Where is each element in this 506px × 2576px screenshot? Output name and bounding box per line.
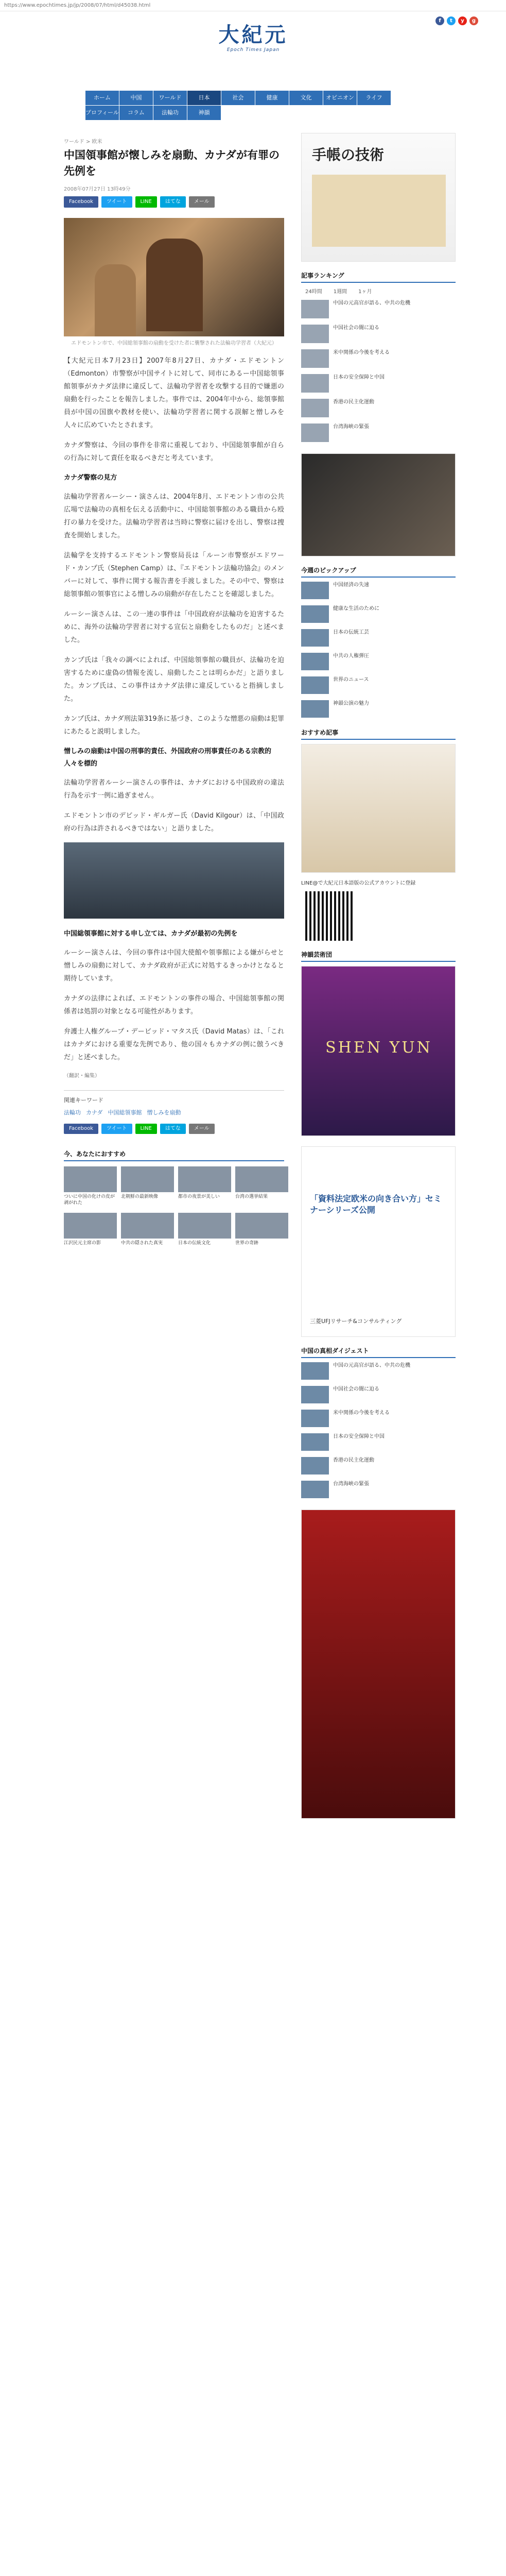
nav-item[interactable]: 社会 [221, 91, 255, 105]
list-item[interactable] [301, 629, 456, 648]
keyword-link[interactable]: 中国総領事館 [108, 1109, 142, 1116]
reco-item[interactable] [64, 1166, 117, 1209]
share-hatena-button[interactable]: はてな [160, 196, 186, 208]
sidebar [301, 133, 456, 1819]
reco-title: 世界の奇跡 [235, 1241, 259, 1246]
reco-thumb [178, 1166, 231, 1192]
nav-item[interactable]: 文化 [289, 91, 323, 105]
list-item-title: 世界のニュース [333, 677, 369, 683]
reco-heading: 今、あなたにおすすめ [64, 1149, 284, 1161]
reco-title: 中共の隠された真実 [121, 1241, 163, 1246]
list-item-title: 中国社会の闇に迫る [333, 1386, 379, 1392]
reco-title: 日本の伝統文化 [178, 1241, 211, 1246]
tab-month[interactable]: 1ヶ月 [358, 289, 372, 295]
url-bar[interactable]: https://www.epochtimes.jp/jp/2008/07/html/d45038.html [0, 0, 506, 11]
thumb [301, 1410, 329, 1427]
list-item[interactable] [301, 1457, 456, 1476]
article-paragraph: 法輪功学習者ルーシー演さんの事件は、カナダにおける中国政府の違法行為を示す一例に過ぎません。 [64, 779, 284, 800]
google-plus-icon[interactable]: g [469, 16, 478, 25]
shenyun-ad[interactable] [301, 966, 456, 1136]
main-nav [85, 91, 421, 121]
share-mail-button[interactable]: メール [189, 196, 215, 208]
reco-item[interactable] [121, 1213, 174, 1255]
nav-item[interactable]: 日本 [187, 91, 221, 105]
nav-item[interactable]: 健康 [255, 91, 289, 105]
reco-title: 北朝鮮の最新映像 [121, 1194, 159, 1199]
youtube-icon[interactable]: y [458, 16, 467, 25]
reco-title: 都市の夜景が美しい [178, 1194, 220, 1199]
list-item[interactable] [301, 1362, 456, 1381]
list-item-title: 台湾海峡の緊張 [333, 1481, 369, 1487]
thumb [301, 605, 329, 623]
reco-item[interactable] [178, 1166, 231, 1209]
reco-item[interactable] [64, 1213, 117, 1255]
list-item[interactable] [301, 349, 456, 369]
reco-grid [64, 1166, 284, 1255]
thumb [301, 676, 329, 694]
ad-title: 手帳の技術 [312, 146, 385, 163]
list-item[interactable] [301, 399, 456, 418]
article-subheading: 中国総領事館に対する申し立ては、カナダが最初の先例を [64, 930, 238, 938]
share-bar [64, 196, 284, 208]
breadcrumb: ワールド > 欧米 [64, 139, 102, 145]
nav-item[interactable]: プロフィール [85, 106, 119, 120]
list-item-title: 台湾海峡の緊張 [333, 424, 369, 430]
thumb [301, 1386, 329, 1403]
share-tweet-button[interactable]: ツイート [101, 1124, 132, 1134]
list-item-title: 健康な生活のために [333, 606, 379, 612]
ranking-heading: 記事ランキング [301, 271, 456, 283]
thumb [301, 349, 329, 368]
list-item-title: 日本の安全保障と中国 [333, 375, 385, 380]
list-item-title: 神韻公演の魅力 [333, 701, 369, 706]
list-item[interactable] [301, 1481, 456, 1499]
share-hatena-button[interactable]: はてな [160, 1124, 186, 1134]
qr-code [305, 891, 355, 941]
share-bar-bottom [64, 1124, 284, 1134]
seminar-ad[interactable] [301, 1146, 456, 1337]
keyword-link[interactable]: カナダ [86, 1109, 103, 1116]
shenyun-heading: 神韻芸術団 [301, 950, 456, 962]
reco-title: 江沢民元主席の影 [64, 1241, 101, 1246]
shenyun-title: SHEN YUN [325, 1039, 432, 1057]
list-item-title: 中国の元高官が語る、中共の危機 [333, 300, 410, 306]
keyword-link[interactable]: 憎しみを扇動 [147, 1109, 181, 1116]
list-item[interactable] [301, 374, 456, 394]
facebook-icon[interactable]: f [435, 16, 444, 25]
related-section [64, 1090, 284, 1255]
share-mail-button[interactable]: メール [189, 1124, 215, 1134]
tab-week[interactable]: 1週間 [333, 289, 347, 295]
reco-item[interactable] [178, 1213, 231, 1255]
list-item[interactable] [301, 582, 456, 600]
reco-thumb [121, 1166, 174, 1192]
list-item-title: 香港の民主化運動 [333, 399, 374, 405]
nav-item[interactable]: オピニオン [323, 91, 357, 105]
social-links [435, 16, 478, 25]
ad-banner[interactable] [301, 133, 456, 262]
article-paragraph: カナダ警察は、今回の事件を非常に重視しており、中国総領事館が自らの行為に対して責任を取るべきだと考えています。 [64, 442, 284, 462]
list-item-title: 日本の伝統工芸 [333, 630, 369, 635]
article-paragraph: ルーシー演さんは、この一連の事件は「中国政府が法輪功を迫害するために、海外の法輪功学習者に対する宣伝と扇動をしたものだ」と述べました。 [64, 611, 284, 644]
share-tweet-button[interactable]: ツイート [101, 196, 132, 208]
reco-thumb [178, 1213, 231, 1239]
site-logo[interactable] [202, 23, 305, 60]
article-paragraph: カンプ氏は「我々の調べによれば、中国総領事館の職員が、法輪功を迫害するために虚偽の情報を流し、扇動したことは明らかだ」と語りました。カンプ氏は、この事件はカナダ法律に違反していると指摘しました。 [64, 656, 284, 703]
list-item[interactable] [301, 1433, 456, 1452]
china-list [301, 1362, 456, 1499]
list-item-title: 日本の安全保障と中国 [333, 1434, 385, 1439]
logo-cn: 大紀元 [218, 23, 288, 47]
keyword-list [64, 1108, 284, 1116]
ranking-tabs [301, 287, 456, 295]
thumb [301, 629, 329, 647]
nav-item[interactable]: ホーム [85, 91, 119, 105]
reco-thumb [235, 1213, 288, 1239]
thumb [301, 1481, 329, 1498]
reco-thumb [235, 1166, 288, 1192]
nav-item[interactable]: 神韻 [187, 106, 221, 120]
ranking-list [301, 300, 456, 443]
article-paragraph: 法輪学を支持するエドモントン警察局長は「ルーン市警察がエドワード・カンプ氏（Stephen Camp）は、『エドモントン法輪功協会』のメンバーに対して、事件に関する報告書を手渡しました。その中で、警察は総領事館の領事官による憎しみの扇動が存在したことを確認しました。 [64, 552, 284, 598]
list-item[interactable] [301, 676, 456, 695]
share-facebook-button[interactable]: Facebook [64, 196, 98, 208]
thumb [301, 325, 329, 343]
list-item-title: 香港の民主化運動 [333, 1458, 374, 1463]
article-subheading: カナダ警察の見方 [64, 474, 117, 482]
line-label: LINE@で大紀元日本語版の公式アカウントに登録 [301, 880, 416, 886]
article-date: 2008年07月27日 13時49分 [64, 187, 131, 192]
nav-item[interactable]: 中国 [119, 91, 153, 105]
thumb [301, 300, 329, 318]
ad-image[interactable] [301, 453, 456, 556]
article-paragraph: エドモントン市のデビッド・ギルガー氏（David Kilgour）は、「中国政府の行為は許されるべきではない」と語りました。 [64, 812, 284, 833]
nav-item[interactable]: 法輪功 [153, 106, 187, 120]
share-line-button[interactable]: LINE [135, 196, 157, 208]
logo-en: Epoch Times Japan [226, 47, 280, 53]
seminar-sponsor: 三菱UFJリサーチ&コンサルティング [310, 1318, 402, 1325]
list-item-title: 中国経済の失速 [333, 582, 369, 588]
twitter-icon[interactable]: t [447, 16, 456, 25]
tab-24h[interactable]: 24時間 [305, 289, 322, 295]
keyword-link[interactable]: 法輪功 [64, 1109, 81, 1116]
thumb [301, 1362, 329, 1380]
reco-title: ついに中国の化けの皮が剥がれた [64, 1194, 115, 1206]
thumb [301, 1457, 329, 1475]
share-line-button[interactable]: LINE [135, 1124, 157, 1134]
picks-heading: 今週のピックアップ [301, 566, 456, 578]
article-photo [64, 218, 284, 336]
reco-item[interactable] [235, 1166, 288, 1209]
book-ad[interactable] [301, 1510, 456, 1819]
bookee-ad[interactable] [301, 744, 456, 873]
thumb [301, 582, 329, 599]
photo-caption: エドモントン市で、中国総領事館の扇動を受けた者に襲撃された法輪功学習者（大紀元） [71, 341, 277, 346]
nav-item[interactable]: ライフ [357, 91, 391, 105]
nav-item[interactable]: ワールド [153, 91, 187, 105]
list-item-title: 米中関係の今後を考える [333, 350, 390, 355]
article [64, 147, 284, 1255]
list-item[interactable] [301, 700, 456, 719]
picks-list [301, 582, 456, 719]
reco-item[interactable] [235, 1213, 288, 1255]
article-paragraph: 弁護士人権グループ・デービッド・マタス氏（David Matas）は、「これはカナダにおける重要な先例であり、他の国々もカナダの例に倣うべきだ」と述べました。 [64, 1028, 284, 1061]
list-item-title: 米中関係の今後を考える [333, 1410, 390, 1416]
list-item[interactable] [301, 653, 456, 671]
thumb [301, 423, 329, 442]
list-item[interactable] [301, 1386, 456, 1404]
china-heading: 中国の真相ダイジェスト [301, 1346, 456, 1358]
reco-item[interactable] [121, 1166, 174, 1209]
pr-heading: おすすめ記事 [301, 728, 456, 740]
reco-title: 台湾の選挙結果 [235, 1194, 268, 1199]
seminar-headline: 「資料法定欧米の向き合い方」セミナーシリーズ公開 [310, 1194, 442, 1215]
list-item[interactable] [301, 605, 456, 624]
inline-photo [64, 842, 284, 919]
article-subheading: 憎しみの扇動は中国の刑事的責任、外国政府の刑事責任のある宗教的人々を標的 [64, 748, 272, 768]
thumb [301, 700, 329, 718]
list-item-title: 中国の元高官が語る、中共の危機 [333, 1363, 410, 1368]
thumb [301, 399, 329, 417]
related-label: 関連キーワード [64, 1097, 103, 1104]
article-title: 中国領事館が懐しみを扇動、カナダが有罪の先例を [64, 149, 280, 177]
reco-thumb [64, 1213, 117, 1239]
list-item[interactable] [301, 300, 456, 319]
list-item[interactable] [301, 325, 456, 344]
thumb [301, 1433, 329, 1451]
list-item[interactable] [301, 1410, 456, 1428]
article-paragraph: ルーシー演さんは、今回の事件は中国大使館や領事館による嫌がらせと憎しみの扇動に対して、カナダ政府が正式に対処するきっかけとなると期待しています。 [64, 949, 284, 982]
article-paragraph: カンプ氏は、カナダ刑法第319条に基づき、このような憎悪の扇動は犯罪にあたると説明しました。 [64, 715, 284, 736]
thumb [301, 374, 329, 393]
article-end: （翻訳・編集） [64, 1073, 100, 1079]
article-paragraph: 【大紀元日本7月23日】2007年8月27日、カナダ・エドモントン（Edmonton）市警察が中国サイトに対して、同市にあるー中国総領事館領事がカナダ法律に違反して、法輪功学習者を攻撃する目的で嫌悪の扇動を行ったことを報告しました。事件では、2004年中から、総領事館員が中国の国旗や教材を使い、法輪功学習者に関する誤解と憎しみを人々に広めていたとされます。 [64, 357, 284, 429]
list-item[interactable] [301, 423, 456, 443]
list-item-title: 中国社会の闇に迫る [333, 325, 379, 331]
nav-item[interactable]: コラム [119, 106, 153, 120]
article-paragraph: 法輪功学習者ルーシー・演さんは、2004年8月、エドモントン市の公共広場で法輪功の真相を伝える活動中に、中国総領事館のある職員から殴打の暴力を受けた。法輪功学習者は当時に警察に届けを出し、警察は捜査を開始しました。 [64, 493, 284, 539]
article-paragraph: カナダの法律によれば、エドモントンの事件の場合、中国総領事館の関係者は処罰の対象となる可能性があります。 [64, 995, 284, 1015]
list-item-title: 中共の人権弾圧 [333, 653, 369, 659]
share-facebook-button[interactable]: Facebook [64, 1124, 98, 1134]
reco-thumb [121, 1213, 174, 1239]
reco-thumb [64, 1166, 117, 1192]
thumb [301, 653, 329, 670]
